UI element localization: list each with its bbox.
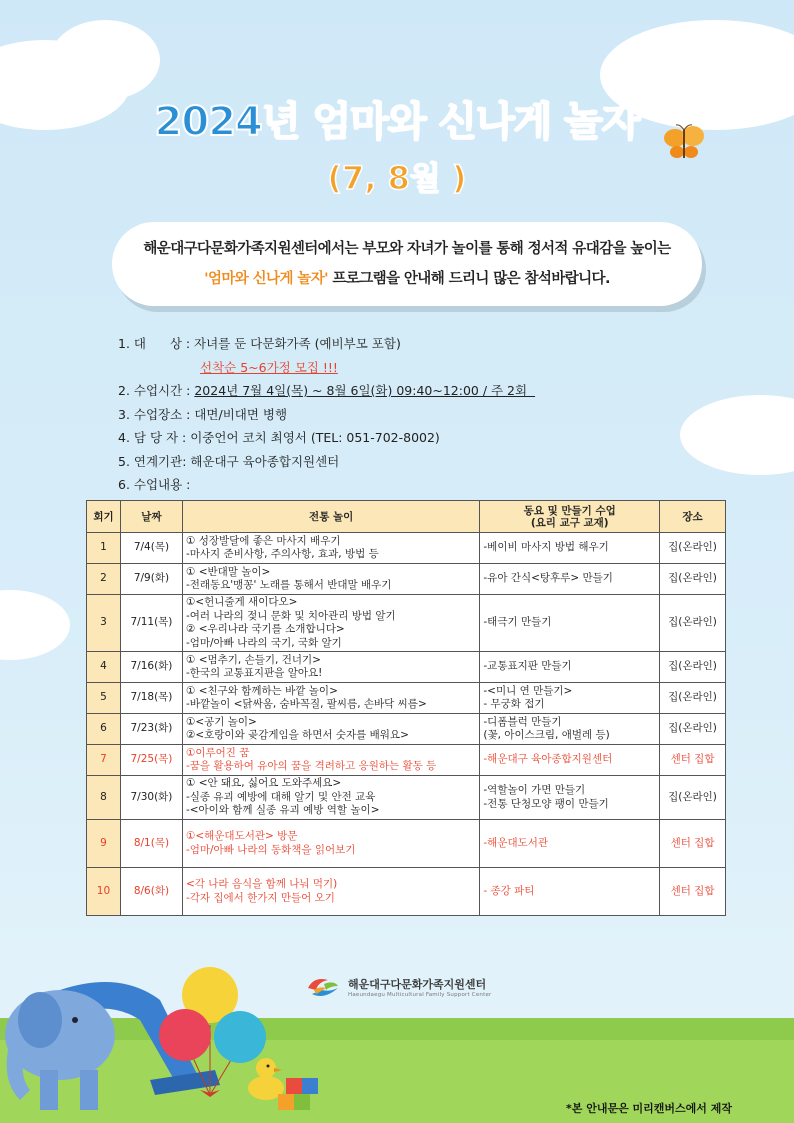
header-craft: 동요 및 만들기 수업 (요리 교구 교재) <box>480 501 660 533</box>
cloud-decoration <box>0 590 70 660</box>
info-content: 6. 수업내용 : <box>118 477 191 492</box>
table-row <box>87 745 726 776</box>
date-cell: 8/1(목) <box>120 820 182 868</box>
table-row <box>87 533 726 564</box>
place-cell: 집(온라인) <box>660 533 726 564</box>
info-place: 3. 수업장소 : 대면/비대면 병행 <box>118 406 288 422</box>
craft-cell: -해운대도서관 <box>480 820 660 868</box>
cloud-decoration <box>50 20 160 100</box>
header-date: 날짜 <box>120 501 182 533</box>
info-time-label: 2. 수업시간 : <box>118 383 195 398</box>
table-row <box>87 595 726 652</box>
place-cell: 집(온라인) <box>660 595 726 652</box>
title-main: 엄마와 신나게 놀자 <box>312 99 640 145</box>
place-cell: 집(온라인) <box>660 652 726 683</box>
page-subtitle: (7, 8월 ) <box>327 159 467 197</box>
date-cell: 7/9(화) <box>120 564 182 595</box>
intro-highlight: '엄마와 신나게 놀자' <box>204 271 328 287</box>
play-cell: ①<공기 놀이> ②<호랑이와 곶감게임을 하면서 숫자를 배워요> <box>182 714 479 745</box>
date-cell: 7/4(목) <box>120 533 182 564</box>
place-cell: 집(온라인) <box>660 564 726 595</box>
place-cell: 센터 집합 <box>660 868 726 916</box>
center-logo-icon <box>304 974 342 1000</box>
play-cell: ① 성장발달에 좋은 마사지 배우기 -마사지 준비사항, 주의사항, 효과, 방법 등 <box>182 533 479 564</box>
date-cell: 7/11(목) <box>120 595 182 652</box>
info-manager: 4. 담 당 자 : 이중언어 코치 최영서 (TEL: 051-702-8002) <box>118 430 440 445</box>
place-cell: 집(온라인) <box>660 776 726 820</box>
play-cell: ①이루어진 꿈 -꿈을 활용하여 유아의 꿈을 격려하고 응원하는 활동 등 <box>182 745 479 776</box>
place-cell: 집(온라인) <box>660 714 726 745</box>
craft-cell: -디폼블럭 만들기 (꽃, 아이스크림, 애벌레 등) <box>480 714 660 745</box>
table-header-row <box>87 501 726 533</box>
session-number-cell: 6 <box>87 714 121 745</box>
session-number-cell: 1 <box>87 533 121 564</box>
schedule-table <box>86 500 726 916</box>
center-logo <box>304 974 492 1000</box>
table-row <box>87 820 726 868</box>
play-cell: ① <멈추기, 손들기, 건너기> -한국의 교통표지판을 알아요! <box>182 652 479 683</box>
craft-cell: -태극기 만들기 <box>480 595 660 652</box>
header-session: 회기 <box>87 501 121 533</box>
session-number-cell: 10 <box>87 868 121 916</box>
session-number-cell: 8 <box>87 776 121 820</box>
title-year: 2024년 <box>154 99 300 145</box>
info-list <box>118 332 535 497</box>
craft-cell: -해운대구 육아종합지원센터 <box>480 745 660 776</box>
table-row <box>87 868 726 916</box>
intro-line1: 해운대구다문화가족지원센터에서는 부모와 자녀가 놀이를 통해 정서적 유대감을 높이는 <box>143 241 671 257</box>
header-play: 전통 놀이 <box>182 501 479 533</box>
intro-line2-text: 프로그램을 안내해 드리니 많은 참석바랍니다. <box>327 271 610 287</box>
table-row <box>87 564 726 595</box>
craft-cell: -교통표지판 만들기 <box>480 652 660 683</box>
session-number-cell: 3 <box>87 595 121 652</box>
play-cell: ① <반대말 놀이> -전래동요'맹꽁' 노래를 통해서 반대말 배우기 <box>182 564 479 595</box>
date-cell: 7/30(화) <box>120 776 182 820</box>
table-row <box>87 683 726 714</box>
table-row <box>87 652 726 683</box>
info-target-note: 선착순 5~6가정 모집 !!! <box>200 359 338 375</box>
session-number-cell: 9 <box>87 820 121 868</box>
date-cell: 8/6(화) <box>120 868 182 916</box>
place-cell: 센터 집합 <box>660 745 726 776</box>
table-row <box>87 714 726 745</box>
craft-cell: -<미니 연 만들기> - 무궁화 접기 <box>480 683 660 714</box>
date-cell: 7/16(화) <box>120 652 182 683</box>
butterfly-icon <box>662 122 706 162</box>
footer-note: *본 안내문은 미리캔버스에서 제작 <box>566 1102 733 1115</box>
craft-cell: -역할놀이 가면 만들기 -전통 단청모양 팽이 만들기 <box>480 776 660 820</box>
play-cell: ①<헌니줄게 새이다오> -여러 나라의 젖니 문화 및 치아관리 방법 알기 ② <우리나라 국기를 소개합니다> -엄마/아빠 나라의 국기, 국화 알기 <box>182 595 479 652</box>
cloud-decoration <box>680 395 794 475</box>
session-number-cell: 4 <box>87 652 121 683</box>
intro-banner <box>112 222 702 306</box>
craft-cell: -유아 간식<탕후루> 만들기 <box>480 564 660 595</box>
date-cell: 7/18(목) <box>120 683 182 714</box>
craft-cell: -베이비 마사지 방법 해우기 <box>480 533 660 564</box>
header-place: 장소 <box>660 501 726 533</box>
play-cell: <각 나라 음식을 함께 나눠 먹기) -각자 집에서 한가지 만들어 오기 <box>182 868 479 916</box>
info-partner: 5. 연계기관: 해운대구 육아종합지원센터 <box>118 453 340 469</box>
place-cell: 집(온라인) <box>660 683 726 714</box>
play-cell: ① <안 돼요, 싫어요 도와주세요> -실종 유괴 예방에 대해 알기 및 안전 교육 -<아이와 함께 실종 유괴 예방 역할 놀이> <box>182 776 479 820</box>
date-cell: 7/23(화) <box>120 714 182 745</box>
info-time-value: 2024년 7월 4일(목) ~ 8월 6일(화) 09:40~12:00 / 주 2회 <box>194 383 536 398</box>
craft-cell: - 종강 파티 <box>480 868 660 916</box>
center-logo-subtitle: Haeundaegu Multicultural Family Support Center <box>348 992 492 998</box>
info-target: 1. 대 상 : 자녀를 둔 다문화가족 (예비부모 포함) <box>118 336 401 351</box>
play-cell: ①<해운대도서관> 방문 -엄마/아빠 나라의 동화책을 읽어보기 <box>182 820 479 868</box>
play-cell: ① <친구와 함께하는 바깥 놀이> -바깥놀이 <닭싸움, 숨바꼭질, 팔씨름, 손바닥 씨름> <box>182 683 479 714</box>
toy-duck-blocks-illustration <box>244 1048 324 1116</box>
session-number-cell: 7 <box>87 745 121 776</box>
date-cell: 7/25(목) <box>120 745 182 776</box>
info-time <box>118 379 535 403</box>
table-row <box>87 776 726 820</box>
session-number-cell: 2 <box>87 564 121 595</box>
center-logo-name: 해운대구다문화가족지원센터 <box>348 978 487 991</box>
intro-line2 <box>112 264 702 294</box>
session-number-cell: 5 <box>87 683 121 714</box>
place-cell: 센터 집합 <box>660 820 726 868</box>
